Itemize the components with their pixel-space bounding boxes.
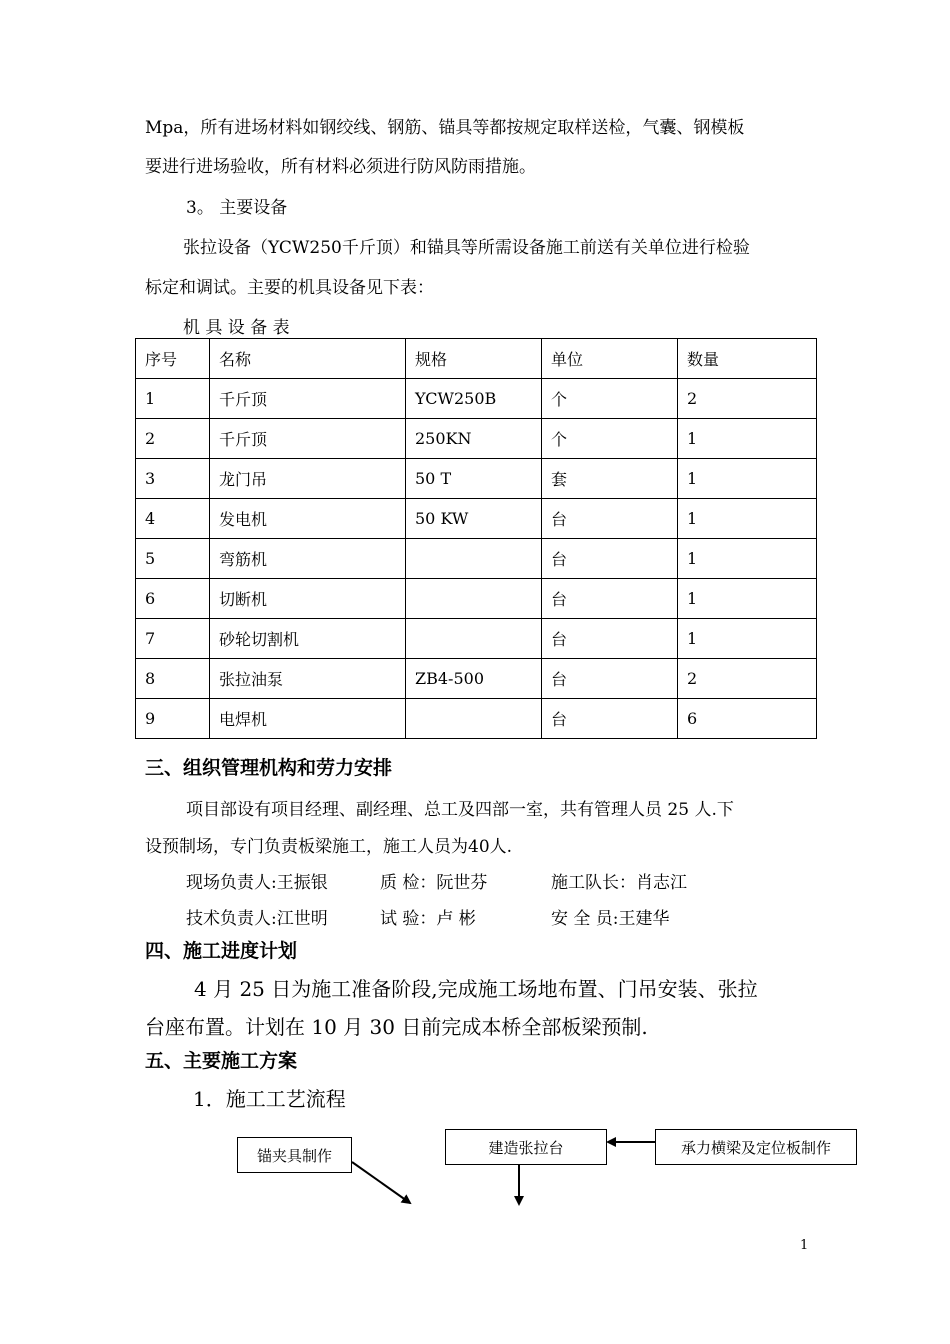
table-cell: 1 bbox=[678, 459, 817, 499]
table-cell: 50 T bbox=[406, 459, 542, 499]
table-cell: 台 bbox=[542, 659, 678, 699]
flow-box-anchor-fabrication: 锚夹具制作 bbox=[237, 1137, 352, 1173]
table-cell: 千斤顶 bbox=[210, 419, 406, 459]
table-cell: 个 bbox=[542, 379, 678, 419]
table-cell: 5 bbox=[136, 539, 210, 579]
table-cell: 6 bbox=[136, 579, 210, 619]
table-cell: 台 bbox=[542, 619, 678, 659]
equipment-intro-line-2: 标定和调试。主要的机具设备见下表： bbox=[145, 278, 434, 298]
table-cell: 4 bbox=[136, 499, 210, 539]
header-cell: 名称 bbox=[210, 339, 406, 379]
equipment-intro-line-1: 张拉设备（YCW250千斤顶）和锚具等所需设备施工前送有关单位进行检验 bbox=[183, 238, 750, 258]
table-cell: 台 bbox=[542, 699, 678, 739]
table-cell: ZB4-500 bbox=[406, 659, 542, 699]
staff-technical: 技术负责人:江世明 bbox=[186, 909, 328, 929]
section-five-heading: 五、主要施工方案 bbox=[145, 1050, 298, 1072]
staff-quality: 质 检：阮世芬 bbox=[380, 873, 488, 893]
process-flow-subheading: 1．施工工艺流程 bbox=[193, 1087, 346, 1111]
staff-testing: 试 验：卢 彬 bbox=[380, 909, 476, 929]
table-cell: 发电机 bbox=[210, 499, 406, 539]
section-three-line-1: 项目部设有项目经理、副经理、总工及四部一室，共有管理人员 25 人.下 bbox=[186, 800, 734, 820]
table-cell: 切断机 bbox=[210, 579, 406, 619]
header-cell: 单位 bbox=[542, 339, 678, 379]
table-cell: 砂轮切割机 bbox=[210, 619, 406, 659]
table-cell: 1 bbox=[678, 619, 817, 659]
table-cell: 2 bbox=[678, 659, 817, 699]
table-cell: 台 bbox=[542, 539, 678, 579]
materials-line-1: Mpa，所有进场材料如钢绞线、钢筋、锚具等都按规定取样送检，气囊、钢模板 bbox=[145, 118, 745, 138]
materials-line-2: 要进行进场验收，所有材料必须进行防风防雨措施。 bbox=[145, 157, 536, 177]
table-cell: 张拉油泵 bbox=[210, 659, 406, 699]
section-four-heading: 四、施工进度计划 bbox=[145, 940, 298, 962]
table-cell: 1 bbox=[136, 379, 210, 419]
section-four-line-1: 4 月 25 日为施工准备阶段,完成施工场地布置、门吊安装、张拉 bbox=[194, 977, 758, 1001]
table-cell: 1 bbox=[678, 579, 817, 619]
table-cell: 50 KW bbox=[406, 499, 542, 539]
section-3-heading: 3。 主要设备 bbox=[186, 198, 288, 218]
section-three-line-2: 设预制场，专门负责板梁施工，施工人员为40人. bbox=[145, 837, 513, 857]
table-cell: 个 bbox=[542, 419, 678, 459]
table-cell: YCW250B bbox=[406, 379, 542, 419]
table-cell: 2 bbox=[136, 419, 210, 459]
arrow-anchor-to-next bbox=[352, 1162, 410, 1203]
table-cell: 2 bbox=[678, 379, 817, 419]
table-cell: 6 bbox=[678, 699, 817, 739]
staff-site-manager: 现场负责人:王振银 bbox=[186, 873, 328, 893]
table-cell: 台 bbox=[542, 499, 678, 539]
header-cell: 数量 bbox=[678, 339, 817, 379]
table-cell: 1 bbox=[678, 499, 817, 539]
table-cell: 弯筋机 bbox=[210, 539, 406, 579]
table-cell: 9 bbox=[136, 699, 210, 739]
table-cell: 台 bbox=[542, 579, 678, 619]
staff-safety: 安 全 员:王建华 bbox=[551, 909, 670, 929]
table-cell: 千斤顶 bbox=[210, 379, 406, 419]
table-cell: 7 bbox=[136, 619, 210, 659]
table-cell: 3 bbox=[136, 459, 210, 499]
table-cell: 250KN bbox=[406, 419, 542, 459]
section-three-heading: 三、组织管理机构和劳力安排 bbox=[145, 757, 393, 779]
flow-box-tension-bed: 建造张拉台 bbox=[445, 1129, 607, 1165]
staff-team-leader: 施工队长：肖志江 bbox=[551, 873, 687, 893]
header-cell: 规格 bbox=[406, 339, 542, 379]
section-four-line-2: 台座布置。计划在 10 月 30 日前完成本桥全部板梁预制. bbox=[145, 1015, 648, 1039]
table-cell: 1 bbox=[678, 539, 817, 579]
table-caption: 机 具 设 备 表 bbox=[183, 318, 290, 338]
page-number: 1 bbox=[800, 1238, 809, 1253]
header-cell: 序号 bbox=[136, 339, 210, 379]
table-cell: 8 bbox=[136, 659, 210, 699]
table-cell: 龙门吊 bbox=[210, 459, 406, 499]
table-cell: 1 bbox=[678, 419, 817, 459]
table-cell: 套 bbox=[542, 459, 678, 499]
flow-box-beam-fabrication: 承力横梁及定位板制作 bbox=[655, 1129, 857, 1165]
table-cell: 电焊机 bbox=[210, 699, 406, 739]
